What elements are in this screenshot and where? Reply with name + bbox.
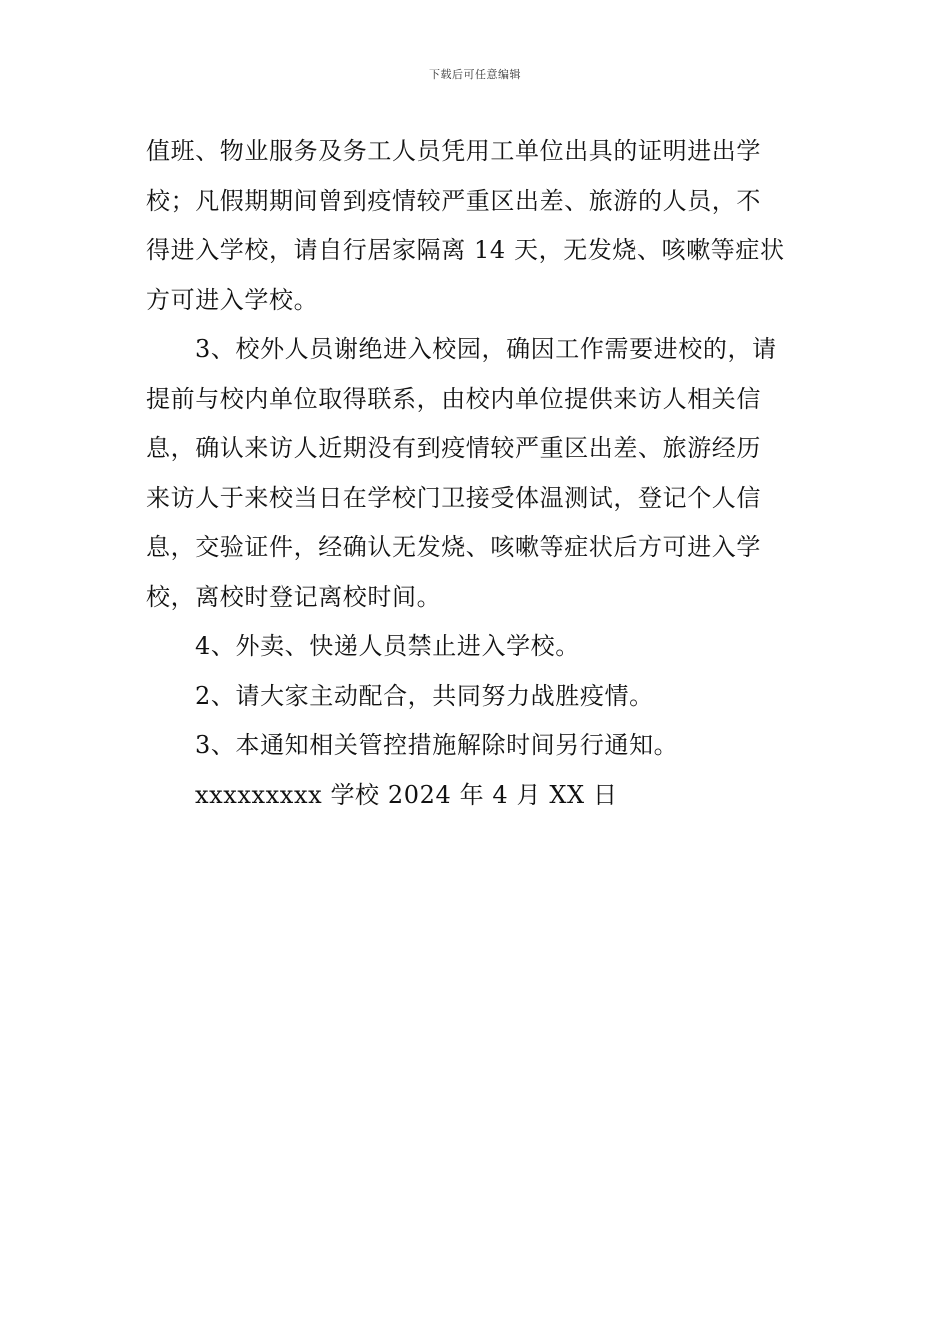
paragraph-line: 3、本通知相关管控措施解除时间另行通知。 bbox=[195, 731, 679, 759]
paragraph-line: 方可进入学校。 bbox=[146, 285, 319, 314]
paragraph-line: 校；凡假期期间曾到疫情较严重区出差、旅游的人员，不 bbox=[146, 186, 761, 215]
paragraph-line: 校，离校时登记离校时间。 bbox=[146, 582, 442, 611]
signature-date-line: xxxxxxxxx 学校 2024 年 4 月 XX 日 bbox=[195, 780, 618, 809]
paragraph-line: 得进入学校，请自行居家隔离 14 天，无发烧、咳嗽等症状 bbox=[146, 236, 785, 264]
paragraph-line: 息，交验证件，经确认无发烧、咳嗽等症状后方可进入学 bbox=[146, 533, 761, 561]
paragraph-line: 息，确认来访人近期没有到疫情较严重区出差、旅游经历 bbox=[146, 434, 761, 462]
paragraph-line: 来访人于来校当日在学校门卫接受体温测试，登记个人信 bbox=[146, 483, 761, 512]
document-body bbox=[146, 127, 810, 820]
paragraph-line: 2、请大家主动配合，共同努力战胜疫情。 bbox=[195, 681, 654, 710]
paragraph-line: 值班、物业服务及务工人员凭用工单位出具的证明进出学 bbox=[146, 137, 761, 165]
paragraph-line: 提前与校内单位取得联系，由校内单位提供来访人相关信 bbox=[146, 384, 761, 413]
paragraph-line: 4、外卖、快递人员禁止进入学校。 bbox=[195, 632, 580, 660]
paragraph-line: 3、校外人员谢绝进入校园，确因工作需要进校的，请 bbox=[195, 335, 777, 363]
page-header-note: 下载后可任意编辑 bbox=[429, 68, 521, 81]
